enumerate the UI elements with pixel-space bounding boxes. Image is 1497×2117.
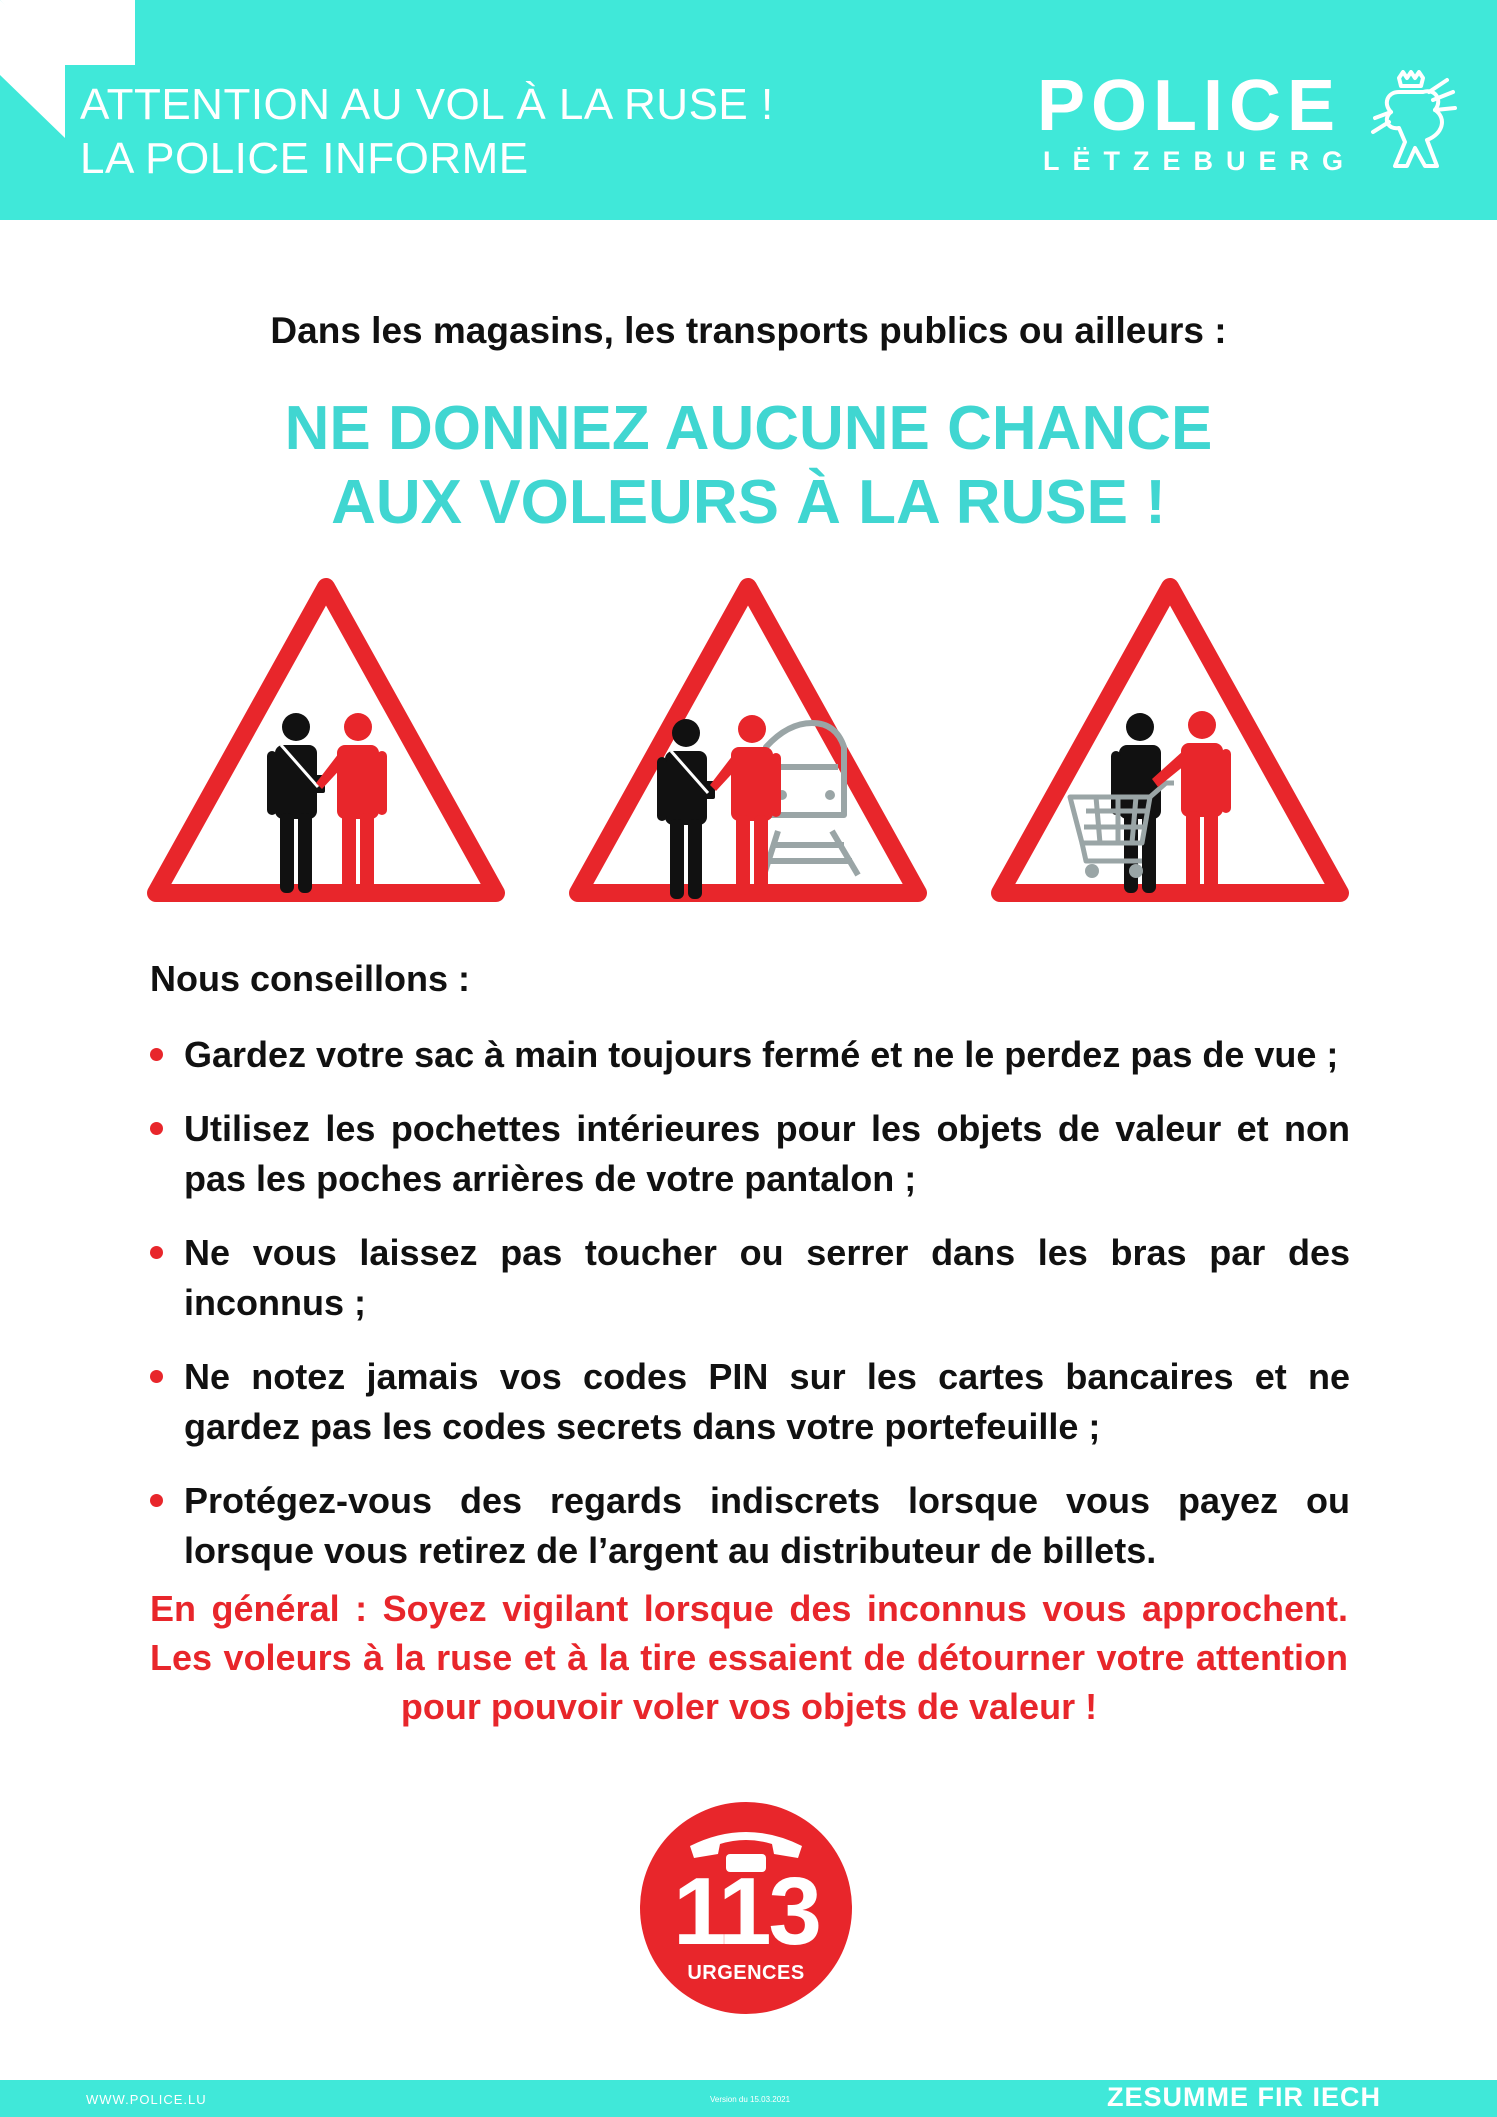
tip-text: Utilisez les pochettes intérieures pour les objets de valeur et non pas les poches arrières de votre pantalon ; [184, 1108, 1350, 1199]
tip-text: Ne notez jamais vos codes PIN sur les cartes bancaires et ne gardez pas les codes secrets dans votre portefeuille ; [184, 1356, 1350, 1447]
footer-slogan: ZESUMME FIR IECH [1106, 2082, 1381, 2112]
bullet-icon [150, 1494, 163, 1507]
header-banner [0, 0, 1497, 220]
logo-subtitle: LËTZEBUERG [1043, 146, 1357, 176]
tip-text: Ne vous laissez pas toucher ou serrer dans les bras par des inconnus ; [184, 1232, 1350, 1323]
list-item [150, 1228, 1350, 1328]
emergency-number: 113 [673, 1858, 819, 1965]
logo-word: POLICE [1037, 66, 1342, 146]
pickpocket-shopping-cart-warning-icon [990, 575, 1350, 905]
emergency-badge [640, 1802, 852, 2014]
general-warning: En général : Soyez vigilant lorsque des inconnus vous approchent. Les voleurs à la ruse et à la tire essaient de détourner votre attention pour pouvoir voler vos objets de valeur ! [150, 1588, 1348, 1727]
intro-text: Dans les magasins, les transports publics ou ailleurs : [270, 310, 1227, 351]
warning-signs [0, 575, 1497, 905]
list-item [150, 1352, 1350, 1452]
tip-text: Protégez-vous des regards indiscrets lorsque vous payez ou lorsque vous retirez de l’argent au distributeur de billets. [184, 1480, 1350, 1571]
tips-list [150, 1030, 1350, 1600]
footer-version: Version du 15.03.2021 [710, 2095, 791, 2104]
bullet-icon [150, 1048, 163, 1061]
bullet-icon [150, 1122, 163, 1135]
footer-bar [0, 2080, 1497, 2117]
list-item [150, 1104, 1350, 1204]
header-title-line1: ATTENTION AU VOL À LA RUSE ! [80, 80, 774, 129]
advise-title: Nous conseillons : [150, 958, 471, 999]
footer-url[interactable]: WWW.POLICE.LU [86, 2092, 207, 2107]
tip-text: Gardez votre sac à main toujours fermé et ne le perdez pas de vue ; [184, 1034, 1339, 1075]
pickpocket-bag-warning-icon [146, 575, 506, 905]
list-item [150, 1476, 1350, 1576]
headline-line2: AUX VOLEURS À LA RUSE ! [331, 468, 1166, 537]
headline [0, 392, 1497, 540]
header-title-line2: LA POLICE INFORME [80, 134, 529, 183]
pickpocket-train-warning-icon [568, 575, 928, 905]
header-title [80, 78, 774, 186]
police-logo [1037, 66, 1457, 180]
emergency-label: URGENCES [687, 1962, 805, 1984]
list-item [150, 1030, 1350, 1080]
bullet-icon [150, 1246, 163, 1259]
lion-emblem-icon [1369, 70, 1457, 174]
bullet-icon [150, 1370, 163, 1383]
headline-line1: NE DONNEZ AUCUNE CHANCE [284, 394, 1213, 463]
